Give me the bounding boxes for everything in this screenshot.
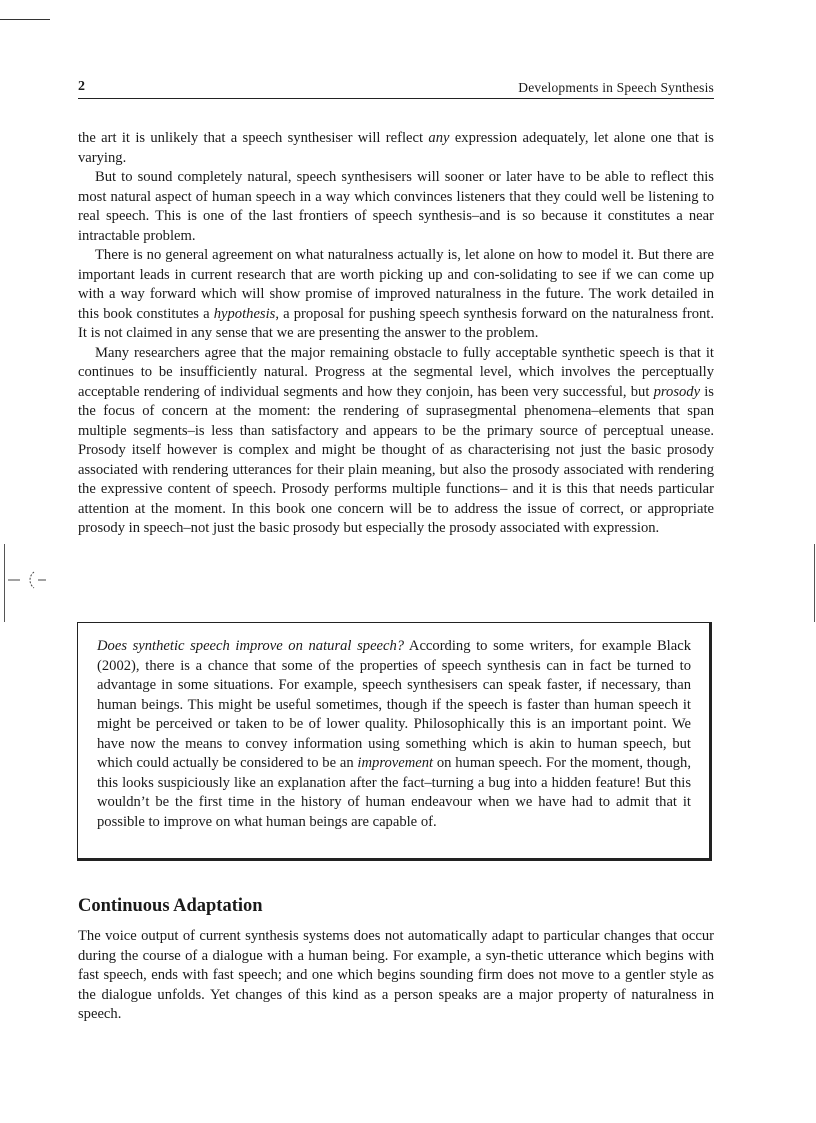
paragraph: There is no general agreement on what naturalness actually is, let alone on how to model it. But there are important leads in current research that are worth picking up and con-solidating to see if we can come up with a way forward which will show promise of improved naturalness in the future. The work detailed in this book constitutes a hypothesis, a proposal for pushing speech synthesis forward on the naturalness front. It is not claimed in any sense that we are presenting the answer to the problem. [78, 247, 714, 341]
paragraph: the art it is unlikely that a speech synthesiser will reflect any expression adequately, let alone one that is varying. [78, 130, 714, 166]
paragraph: The voice output of current synthesis systems does not automatically adapt to particular changes that occur during the course of a dialogue with a human being. For example, a syn-thetic utterance which begins with fast speech, ends with fast speech; and one which begins sounding firm does not move to a gentler style as the dialogue unfolds. Yet changes of this kind as a person speaks are a major property of naturalness in speech. [78, 928, 714, 1022]
crop-mark-right [814, 544, 815, 622]
paragraph: Many researchers agree that the major remaining obstacle to fully acceptable synthetic speech is that it continues to be insufficiently natural. Progress at the segmental level, which involves the perceptually acceptable rendering of individual segments and how they conjoin, has been very successful, but prosody is the focus of concern at the moment: the rendering of suprasegmental phenomena–elements that span multiple segments–is less than satisfactory and appears to be the primary source of perceptual unease. Prosody itself however is complex and might be thought of as characterising not just the basic prosody associated with rendering utterances for their plain meaning, but also the prosody associated with rendering the expressive content of speech. Prosody performs multiple functions– and it is this that needs particular attention at the moment. In this book one concern will be to address the issue of correct, or appropriate prosody in speech–not just the basic prosody but especially the prosody associated with expression. [78, 344, 714, 536]
crop-mark-top [0, 19, 50, 20]
paragraph: But to sound completely natural, speech synthesisers will sooner or later have to be able to reflect this most natural aspect of human speech in a way which convinces listeners that they could well be listening to real speech. This is one of the last frontiers of speech synthesis–and is so because it constitutes a near intractable problem. [78, 169, 714, 244]
sidebar-box [77, 622, 712, 861]
page-number: 2 [78, 79, 85, 94]
section-heading: Continuous Adaptation [78, 896, 263, 916]
sidebar-box-text: Does synthetic speech improve on natural speech? According to some writers, for example Black (2002), there is a chance that some of the properties of speech synthesis can in fact be turned to advantage in some situations. For example, speech synthesisers can speak faster, if necessary, than human beings. This might be useful sometimes, though if the speech is faster than human speech it might be perceived or taken to be of lower quality. Philosophically this is an important point. We have now the means to convey information using something which is akin to human speech, but which could actually be considered to be an improvement on human speech. For the moment, though, this looks suspiciously like an explanation after the fact–turning a bug into a hidden feature! But this wouldn’t be the first time in the history of human endeavour when we have had to admit that it possible to improve on what human beings are capable of. [97, 638, 691, 830]
main-text [78, 129, 714, 539]
section-body [78, 927, 714, 1025]
running-header [78, 78, 714, 99]
crop-mark-left [4, 544, 5, 622]
box-lead-question: Does synthetic speech improve on natural speech? [97, 638, 405, 654]
registration-mark-icon [8, 566, 48, 596]
running-title: Developments in Speech Synthesis [518, 80, 714, 95]
